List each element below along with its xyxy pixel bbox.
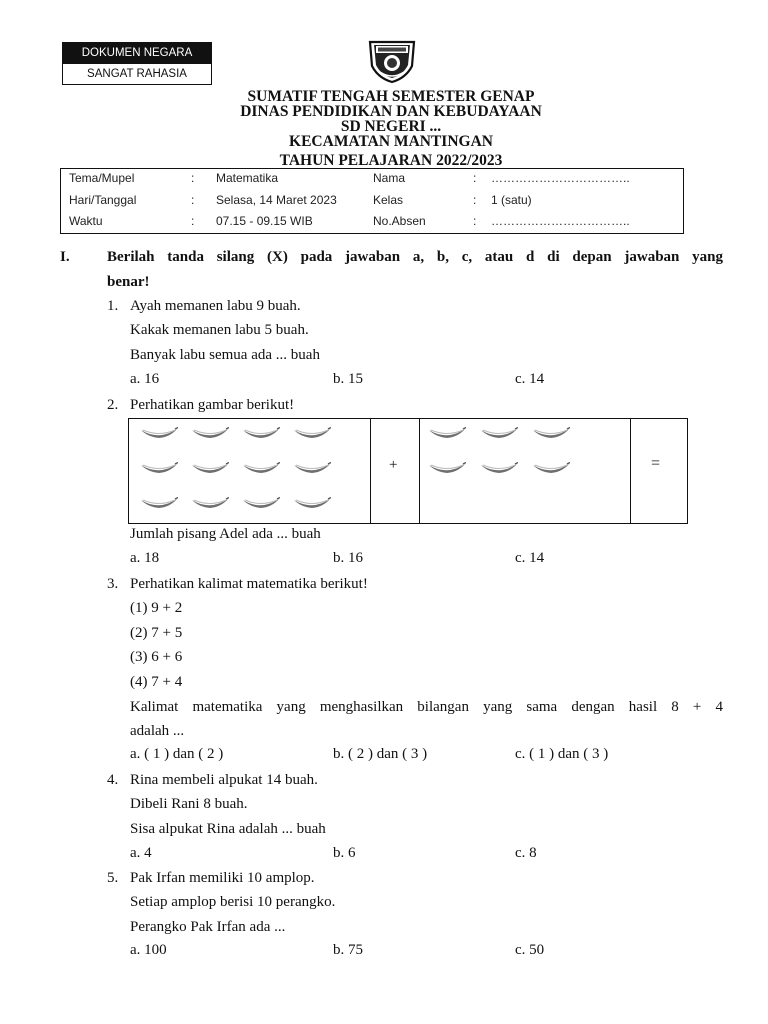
info-label-2: Kelas xyxy=(373,193,404,207)
question-text: Rina membeli alpukat 14 buah. xyxy=(130,772,318,788)
info-label: Tema/Mupel xyxy=(69,171,135,185)
option-b[interactable]: b. 16 xyxy=(333,550,363,566)
banana-icon xyxy=(140,497,178,509)
student-info-box xyxy=(60,168,684,234)
question-number: 1. xyxy=(107,298,119,314)
banana-icon xyxy=(242,462,280,474)
banana-icon xyxy=(293,497,331,509)
plus-sign: + xyxy=(389,457,398,473)
section-instruction: Berilah tanda silang (X) pada jawaban a, b, c, atau d di depan jawaban yang xyxy=(107,249,723,265)
info-colon-2: : xyxy=(473,214,477,228)
info-value: Selasa, 14 Maret 2023 xyxy=(216,193,337,207)
banana-icon xyxy=(191,497,229,509)
absen-field[interactable]: …………………………….. xyxy=(491,214,630,228)
option-a[interactable]: a. 18 xyxy=(130,550,160,566)
question-text: Sisa alpukat Rina adalah ... buah xyxy=(130,821,326,837)
banana-addition-figure xyxy=(128,418,688,524)
banana-icon xyxy=(480,427,518,439)
option-c[interactable]: c. 8 xyxy=(515,845,537,861)
question-number: 5. xyxy=(107,870,119,886)
question-text: Banyak labu semua ada ... buah xyxy=(130,347,320,363)
banana-icon xyxy=(532,462,570,474)
info-value: 07.15 - 09.15 WIB xyxy=(216,214,313,228)
option-a[interactable]: a. ( 1 ) dan ( 2 ) xyxy=(130,746,224,762)
option-a[interactable]: a. 100 xyxy=(130,942,167,958)
question-number: 4. xyxy=(107,772,119,788)
question-text: Pak Irfan memiliki 10 amplop. xyxy=(130,870,315,886)
class-value: 1 (satu) xyxy=(491,193,532,207)
equals-box xyxy=(630,418,688,524)
info-label: Waktu xyxy=(69,214,103,228)
banana-icon xyxy=(191,462,229,474)
stamp-bottom: SANGAT RAHASIA xyxy=(62,64,212,85)
plus-box xyxy=(370,418,420,524)
info-colon: : xyxy=(191,214,195,228)
question-text: Setiap amplop berisi 10 perangko. xyxy=(130,894,336,910)
regional-emblem-logo xyxy=(366,36,418,84)
info-label-2: Nama xyxy=(373,171,406,185)
header-line-2: DINAS PENDIDIKAN DAN KEBUDAYAAN xyxy=(240,103,542,120)
banana-icon xyxy=(191,427,229,439)
question-text: adalah ... xyxy=(130,723,185,739)
banana-icon xyxy=(140,462,178,474)
question-text: Jumlah pisang Adel ada ... buah xyxy=(130,526,321,542)
question-text: Kalimat matematika yang menghasilkan bilangan yang sama dengan hasil 8 + 4 xyxy=(130,699,723,715)
info-label-2: No.Absen xyxy=(373,214,426,228)
math-sentence-2: (2) 7 + 5 xyxy=(130,625,183,641)
option-c[interactable]: c. 14 xyxy=(515,371,545,387)
option-c[interactable]: c. 50 xyxy=(515,942,545,958)
info-colon: : xyxy=(191,171,195,185)
header-line-4: KECAMATAN MANTINGAN xyxy=(289,133,493,150)
question-text: Ayah memanen labu 9 buah. xyxy=(130,298,301,314)
question-text: Perhatikan gambar berikut! xyxy=(130,397,295,413)
option-c[interactable]: c. ( 1 ) dan ( 3 ) xyxy=(515,746,609,762)
option-b[interactable]: b. 15 xyxy=(333,371,363,387)
equals-sign: = xyxy=(651,455,661,472)
math-sentence-3: (3) 6 + 6 xyxy=(130,649,183,665)
math-sentence-4: (4) 7 + 4 xyxy=(130,674,183,690)
banana-icon xyxy=(293,427,331,439)
banana-icon xyxy=(480,462,518,474)
classification-stamp xyxy=(62,42,212,85)
banana-icon xyxy=(293,462,331,474)
question-number: 3. xyxy=(107,576,119,592)
info-colon-2: : xyxy=(473,193,477,207)
question-text: Kakak memanen labu 5 buah. xyxy=(130,322,309,338)
banana-icon xyxy=(428,427,466,439)
stamp-top: DOKUMEN NEGARA xyxy=(62,42,212,64)
info-label: Hari/Tanggal xyxy=(69,193,137,207)
header-line-5: TAHUN PELAJARAN 2022/2023 xyxy=(279,152,503,169)
section-instruction-cont: benar! xyxy=(107,274,150,290)
option-a[interactable]: a. 16 xyxy=(130,371,160,387)
info-value: Matematika xyxy=(216,171,279,185)
option-c[interactable]: c. 14 xyxy=(515,550,545,566)
name-field[interactable]: …………………………….. xyxy=(491,171,630,185)
header-line-3: SD NEGERI ... xyxy=(340,118,442,135)
banana-icon xyxy=(140,427,178,439)
math-sentence-1: (1) 9 + 2 xyxy=(130,600,183,616)
question-text: Perangko Pak Irfan ada ... xyxy=(130,919,286,935)
info-colon: : xyxy=(191,193,195,207)
info-colon-2: : xyxy=(473,171,477,185)
section-number: I. xyxy=(60,249,70,265)
header-line-1: SUMATIF TENGAH SEMESTER GENAP xyxy=(247,88,535,105)
banana-icon xyxy=(532,427,570,439)
banana-icon xyxy=(242,427,280,439)
banana-icon xyxy=(242,497,280,509)
option-b[interactable]: b. 6 xyxy=(333,845,356,861)
option-b[interactable]: b. ( 2 ) dan ( 3 ) xyxy=(333,746,428,762)
question-number: 2. xyxy=(107,397,119,413)
option-b[interactable]: b. 75 xyxy=(333,942,363,958)
question-text: Perhatikan kalimat matematika berikut! xyxy=(130,576,368,592)
question-text: Dibeli Rani 8 buah. xyxy=(130,796,248,812)
option-a[interactable]: a. 4 xyxy=(130,845,152,861)
banana-icon xyxy=(428,462,466,474)
